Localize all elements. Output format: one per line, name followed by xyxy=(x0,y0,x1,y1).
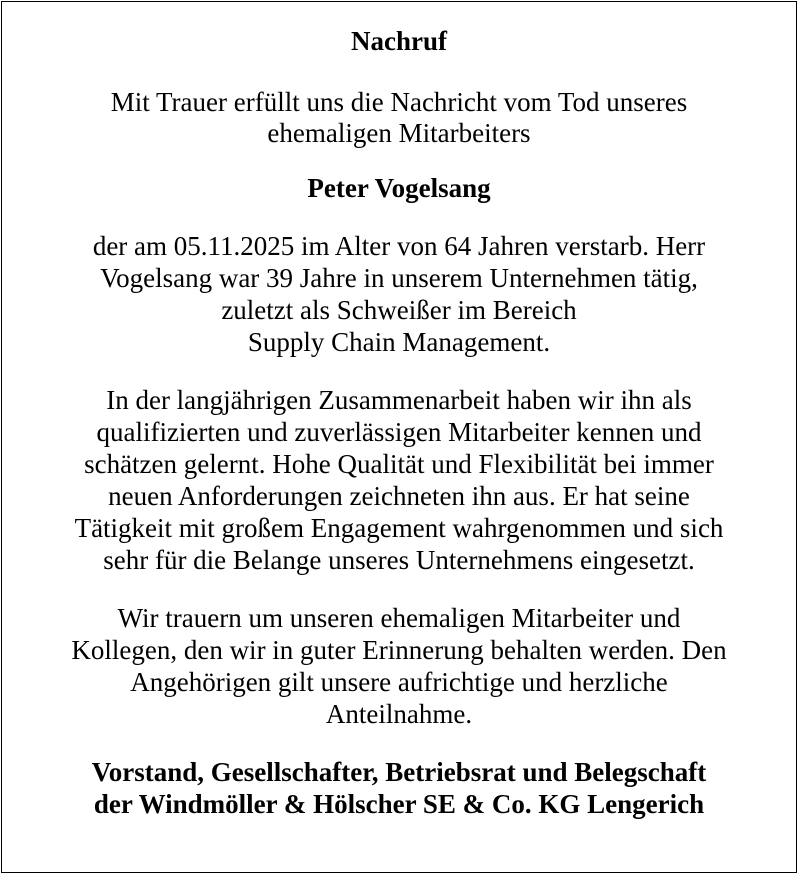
paragraph-2-line-4: neuen Anforderungen zeichneten ihn aus. Er hat seine xyxy=(108,481,690,511)
signature-line-1: Vorstand, Gesellschafter, Betriebsrat und Belegschaft xyxy=(91,757,707,787)
paragraph-1-line-2: Vogelsang war 39 Jahre in unserem Unternehmen tätig, xyxy=(100,263,698,293)
paragraph-2-line-5: Tätigkeit mit großem Engagement wahrgenommen und sich xyxy=(74,513,724,543)
paragraph-1-line-1: der am 05.11.2025 im Alter von 64 Jahren verstarb. Herr xyxy=(92,231,706,261)
paragraph-2-line-6: sehr für die Belange unseres Unternehmens eingesetzt. xyxy=(103,545,695,575)
deceased-name: Peter Vogelsang xyxy=(307,173,491,203)
obituary-notice xyxy=(1,1,797,873)
paragraph-2-line-1: In der langjährigen Zusammenarbeit haben wir ihn als xyxy=(106,385,692,415)
intro-line-1: Mit Trauer erfüllt uns die Nachricht vom Tod unseres xyxy=(110,87,688,117)
paragraph-1-line-4: Supply Chain Management. xyxy=(247,327,551,357)
paragraph-3-line-1: Wir trauern um unseren ehemaligen Mitarbeiter und xyxy=(117,603,681,633)
paragraph-3-line-4: Anteilnahme. xyxy=(325,699,473,729)
intro-line-2: ehemaligen Mitarbeiters xyxy=(267,118,531,148)
paragraph-1-line-3: zuletzt als Schweißer im Bereich xyxy=(221,295,577,325)
paragraph-3-line-3: Angehörigen gilt unsere aufrichtige und herzliche xyxy=(130,667,668,697)
notice-title: Nachruf xyxy=(351,26,447,56)
signature-line-2: der Windmöller & Hölscher SE & Co. KG Lengerich xyxy=(93,789,705,819)
paragraph-2-line-3: schätzen gelernt. Hohe Qualität und Flexibilität bei immer xyxy=(84,449,714,479)
paragraph-3-line-2: Kollegen, den wir in guter Erinnerung behalten werden. Den xyxy=(71,635,727,665)
paragraph-2-line-2: qualifizierten und zuverlässigen Mitarbeiter kennen und xyxy=(96,417,702,447)
